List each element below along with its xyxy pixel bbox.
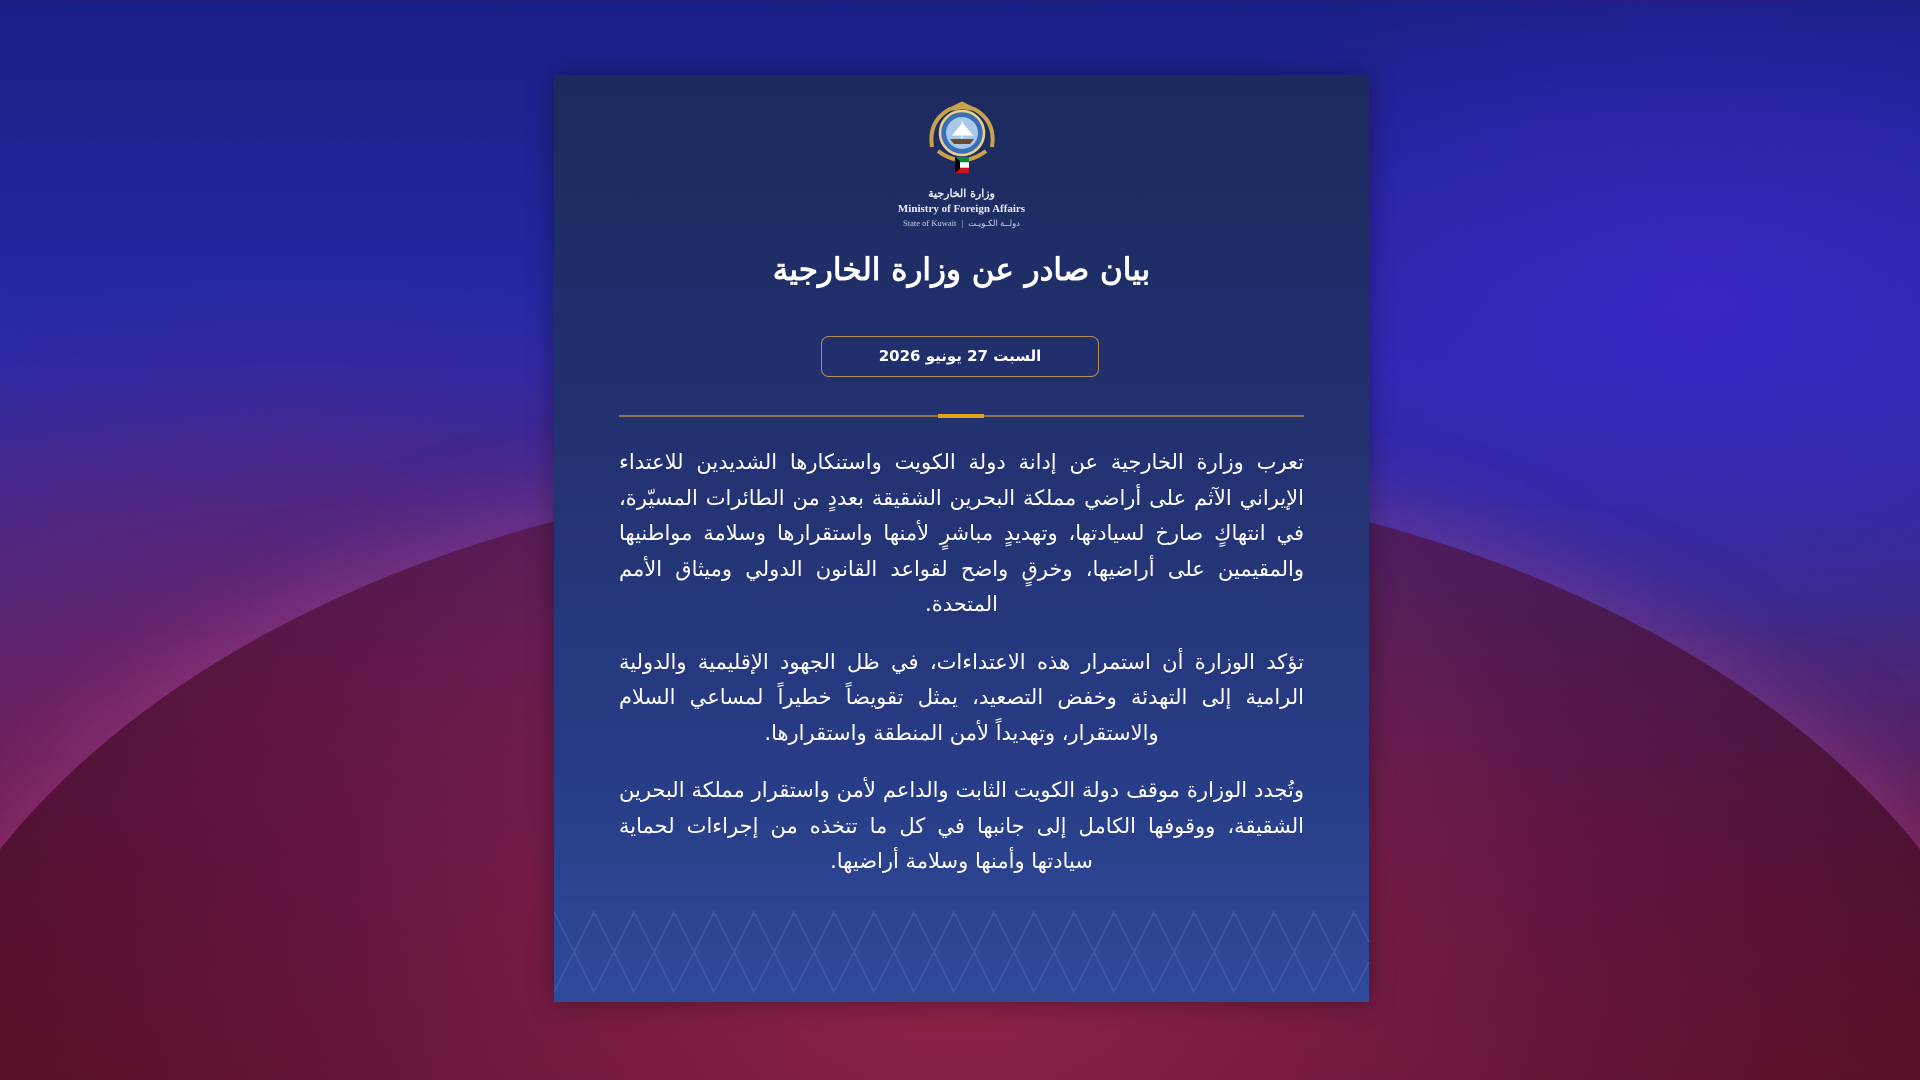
- statement-body: [619, 445, 1304, 902]
- ministry-name-arabic: وزارة الخارجية: [928, 187, 995, 200]
- state-separator: |: [961, 218, 964, 228]
- statement-paragraph-1: تعرب وزارة الخارجية عن إدانة دولة الكويت واستنكارها الشديدين للاعتداء الإيراني الآثم على أراضي مملكة البحرين الشقيقة بعددٍ من الطائرات المسيّرة، في انتهاكٍ صارخ لسيادتها، وتهديدٍ مباشرٍ لأمنها واستقرارها وسلامة مواطنيها والمقيمين على أراضيها، وخرقٍ واضح لقواعد القانون الدولي وميثاق الأمم المتحدة.: [619, 450, 1304, 616]
- state-name-english: State of Kuwait: [903, 218, 957, 228]
- decorative-pattern: [554, 892, 1369, 1002]
- state-line: [554, 218, 1369, 229]
- statement-title: بيان صادر عن وزارة الخارجية: [772, 252, 1151, 288]
- kuwait-emblem-icon: [922, 99, 1002, 183]
- ministry-name-english: Ministry of Foreign Affairs: [897, 203, 1026, 215]
- statement-card: [554, 75, 1369, 1002]
- statement-date: السبت 27 يونيو 2026: [821, 336, 1099, 377]
- statement-paragraph-3: وتُجدد الوزارة موقف دولة الكويت الثابت والداعم لأمن واستقرار مملكة البحرين الشقيقة، ووقوفها الكامل إلى جانبها في كل ما تتخذه من إجراءات لحماية سيادتها وأمنها وسلامة أراضيها.: [619, 778, 1304, 873]
- divider-accent: [938, 414, 984, 418]
- state-name-arabic: دولــة الكـويـت: [968, 218, 1020, 228]
- statement-paragraph-2: تؤكد الوزارة أن استمرار هذه الاعتداءات، في ظل الجهود الإقليمية والدولية الرامية إلى التهدئة وخفض التصعيد، يمثل تقويضاً خطيراً لمساعي السلام والاستقرار، وتهديداً لأمن المنطقة واستقرارها.: [619, 649, 1304, 745]
